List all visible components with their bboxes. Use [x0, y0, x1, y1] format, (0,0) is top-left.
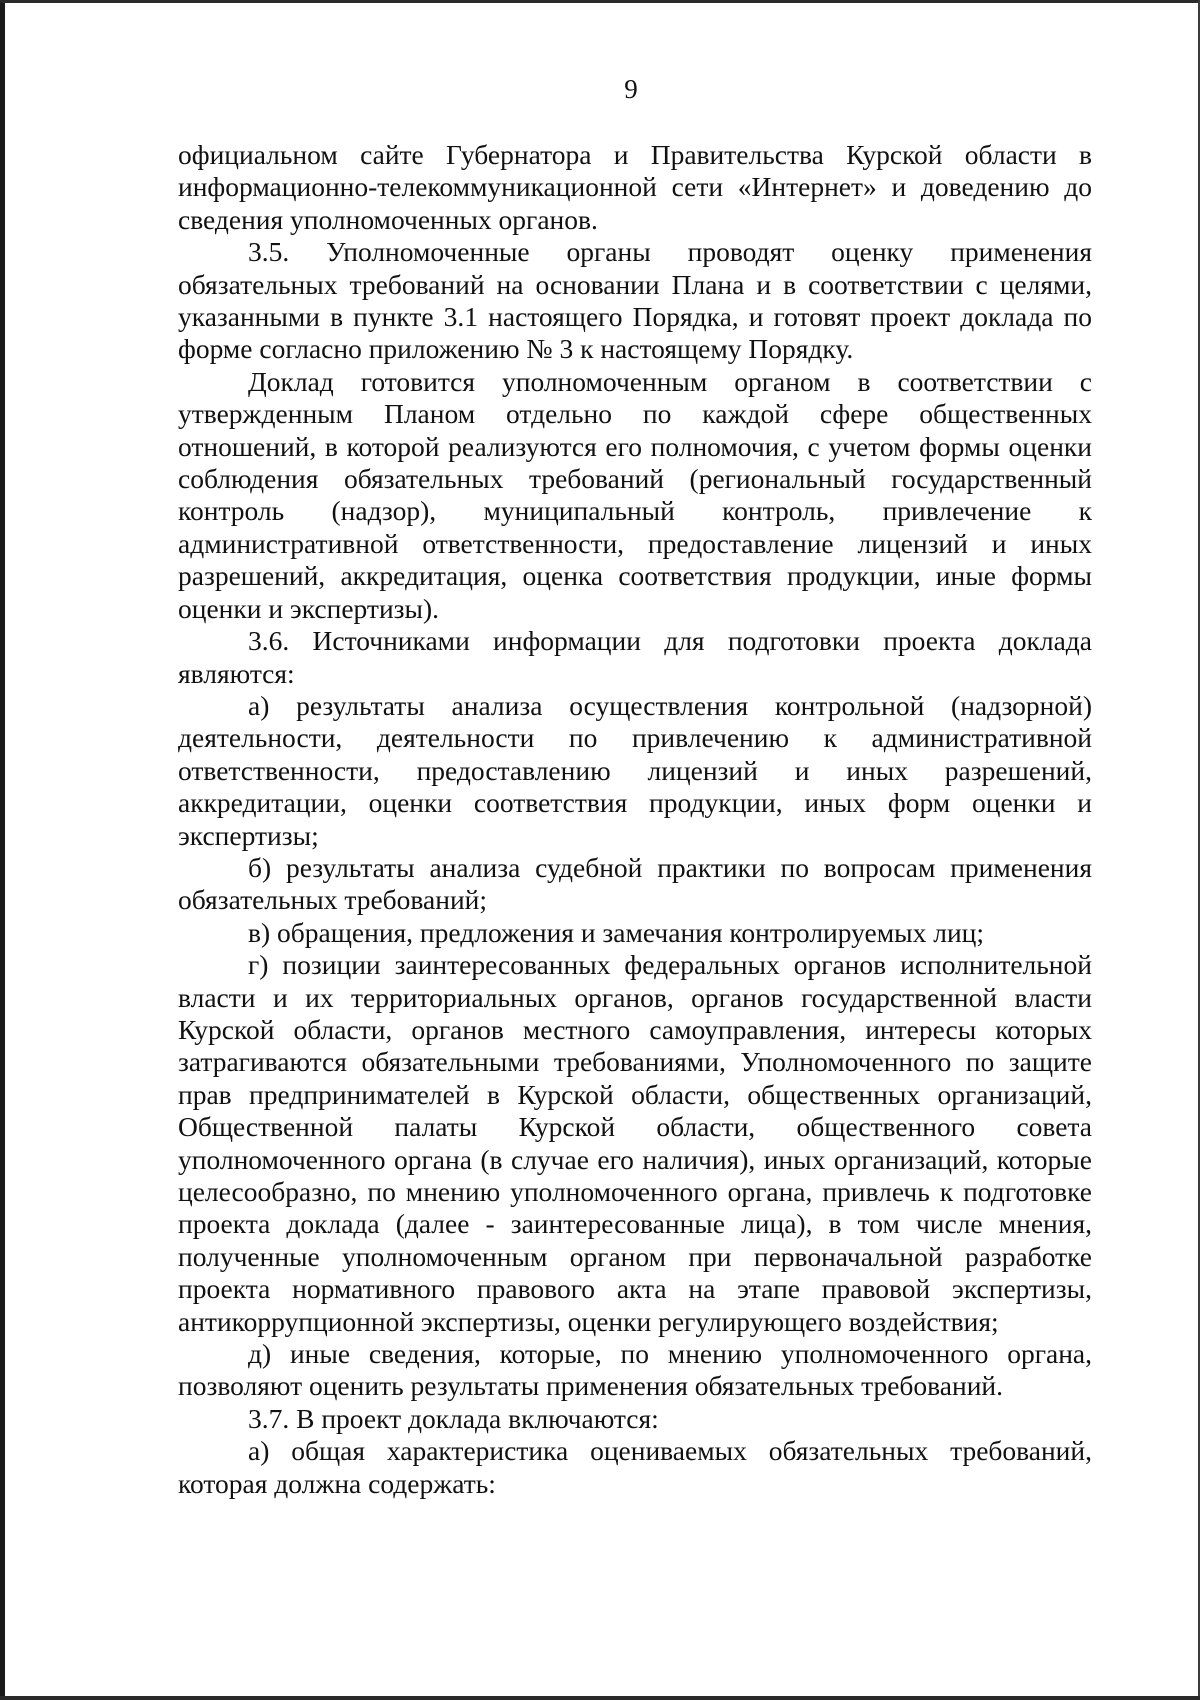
document-body [178, 139, 1092, 1500]
list-item-g: г) позиции заинтересованных федеральных органов исполнительной власти и их территориальных органов, органов государственной власти Курской области, органов местного самоуправления, интересы которых затрагиваются обязательными требованиями, Уполномоченного по защите прав предпринимателей в Курской области, общественных организаций, Общественной палаты Курской области, общественного совета уполномоченного органа (в случае его наличия), иных организаций, которые целесообразно, по мнению уполномоченного органа, привлечь к подготовке проекта доклада (далее - заинтересованные лица), в том числе мнения, полученные уполномоченным органом при первоначальной разработке проекта нормативного правового акта на этапе правовой экспертизы, антикоррупционной экспертизы, оценки регулирующего воздействия; [178, 949, 1092, 1337]
page-number: 9 [624, 74, 638, 104]
scan-edge-bottom [0, 1696, 1200, 1700]
list-item-a: а) результаты анализа осуществления контрольной (надзорной) деятельности, деятельности по привлечению к административной ответственности, предоставлению лицензий и иных разрешений, аккредитации, оценки соответствия продукции, иных форм оценки и экспертизы; [178, 689, 1092, 851]
paragraph-3-5: 3.5. Уполномоченные органы проводят оценку применения обязательных требований на основании Плана и в соответствии с целями, указанными в пункте 3.1 настоящего Порядка, и готовят проект доклада по форме согласно приложению № 3 к настоящему Порядку. [178, 236, 1092, 365]
paragraph-continuation: официальном сайте Губернатора и Правительства Курской области в информационно-телекоммуникационной сети «Интернет» и доведению до сведения уполномоченных органов. [178, 139, 1092, 235]
scan-edge-top [0, 0, 1200, 3]
list-item-b: б) результаты анализа судебной практики по вопросам применения обязательных требований; [178, 851, 1092, 916]
list-item-a-characteristics: а) общая характеристика оцениваемых обязательных требований, которая должна содержать: [178, 1435, 1092, 1499]
list-item-d: д) иные сведения, которые, по мнению уполномоченного органа, позволяют оценить результаты применения обязательных требований. [178, 1338, 1092, 1402]
paragraph-3-7: 3.7. В проект доклада включаются: [248, 1402, 659, 1434]
paragraph-3-6: 3.6. Источниками информации для подготовки проекта доклада являются: [178, 625, 1092, 689]
scan-edge-left [0, 0, 5, 1700]
paragraph-report-prepared: Доклад готовится уполномоченным органом в соответствии с утвержденным Планом отдельно по каждой сфере общественных отношений, в которой реализуются его полномочия, с учетом формы оценки соблюдения обязательных требований (региональный государственный контроль (надзор), муниципальный контроль, привлечение к административной ответственности, предоставление лицензий и иных разрешений, аккредитация, оценка соответствия продукции, иные формы оценки и экспертизы). [178, 365, 1092, 624]
list-item-v: в) обращения, предложения и замечания контролируемых лиц; [248, 916, 985, 948]
